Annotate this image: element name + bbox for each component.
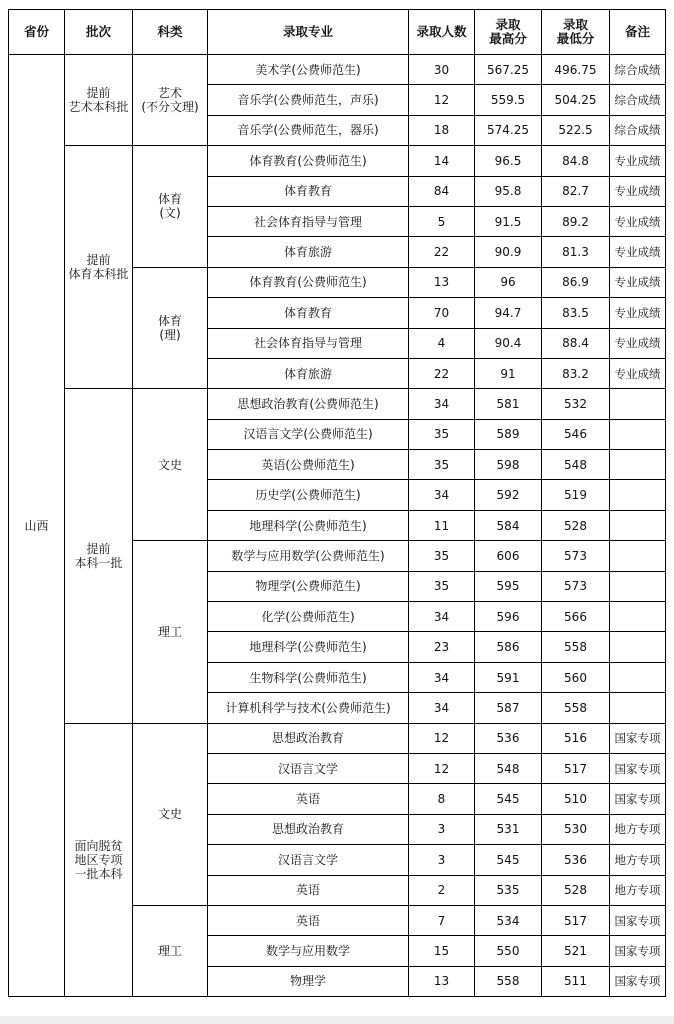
major-cell: 英语 [208, 875, 409, 905]
max-score-cell: 606 [475, 541, 542, 571]
max-score-cell: 559.5 [475, 85, 542, 115]
major-cell: 思想政治教育 [208, 814, 409, 844]
note-cell: 专业成绩 [610, 267, 666, 297]
category-cell: 文史 [133, 389, 208, 541]
header-min-score: 录取 最低分 [542, 10, 610, 55]
major-cell: 英语 [208, 905, 409, 935]
max-score-cell: 96.5 [475, 146, 542, 176]
note-cell [610, 693, 666, 723]
max-score-cell: 545 [475, 784, 542, 814]
note-cell [610, 571, 666, 601]
count-cell: 34 [409, 480, 475, 510]
header-major: 录取专业 [208, 10, 409, 55]
note-cell [610, 510, 666, 540]
count-cell: 5 [409, 206, 475, 236]
count-cell: 23 [409, 632, 475, 662]
min-score-cell: 521 [542, 936, 610, 966]
major-cell: 历史学(公费师范生) [208, 480, 409, 510]
min-score-cell: 511 [542, 966, 610, 996]
count-cell: 14 [409, 146, 475, 176]
major-cell: 化学(公费师范生) [208, 602, 409, 632]
header-row [9, 10, 666, 55]
max-score-cell: 531 [475, 814, 542, 844]
min-score-cell: 536 [542, 845, 610, 875]
count-cell: 35 [409, 541, 475, 571]
major-cell: 社会体育指导与管理 [208, 206, 409, 236]
major-cell: 计算机科学与技术(公费师范生) [208, 693, 409, 723]
header-count: 录取人数 [409, 10, 475, 55]
max-score-cell: 548 [475, 753, 542, 783]
min-score-cell: 496.75 [542, 55, 610, 85]
major-cell: 音乐学(公费师范生，器乐) [208, 115, 409, 145]
category-cell: 理工 [133, 905, 208, 996]
max-score-cell: 595 [475, 571, 542, 601]
note-cell: 专业成绩 [610, 206, 666, 236]
batch-cell: 面向脱贫 地区专项 一批本科 [65, 723, 133, 997]
header-note: 备注 [610, 10, 666, 55]
count-cell: 34 [409, 602, 475, 632]
note-cell [610, 632, 666, 662]
min-score-cell: 516 [542, 723, 610, 753]
major-cell: 汉语言文学(公费师范生) [208, 419, 409, 449]
note-cell: 专业成绩 [610, 358, 666, 388]
major-cell: 数学与应用数学(公费师范生) [208, 541, 409, 571]
note-cell: 综合成绩 [610, 85, 666, 115]
header-max-score: 录取 最高分 [475, 10, 542, 55]
count-cell: 35 [409, 450, 475, 480]
major-cell: 思想政治教育(公费师范生) [208, 389, 409, 419]
count-cell: 70 [409, 298, 475, 328]
major-cell: 数学与应用数学 [208, 936, 409, 966]
max-score-cell: 550 [475, 936, 542, 966]
major-cell: 体育教育 [208, 176, 409, 206]
max-score-cell: 558 [475, 966, 542, 996]
table-row [9, 55, 666, 85]
max-score-cell: 592 [475, 480, 542, 510]
count-cell: 7 [409, 905, 475, 935]
max-score-cell: 589 [475, 419, 542, 449]
max-score-cell: 536 [475, 723, 542, 753]
min-score-cell: 83.5 [542, 298, 610, 328]
note-cell: 国家专项 [610, 723, 666, 753]
note-cell: 专业成绩 [610, 146, 666, 176]
category-cell: 体育 (理) [133, 267, 208, 389]
note-cell [610, 662, 666, 692]
max-score-cell: 91 [475, 358, 542, 388]
max-score-cell: 598 [475, 450, 542, 480]
note-cell: 专业成绩 [610, 298, 666, 328]
min-score-cell: 546 [542, 419, 610, 449]
major-cell: 物理学(公费师范生) [208, 571, 409, 601]
note-cell: 综合成绩 [610, 115, 666, 145]
max-score-cell: 596 [475, 602, 542, 632]
count-cell: 15 [409, 936, 475, 966]
header-province: 省份 [9, 10, 65, 55]
min-score-cell: 566 [542, 602, 610, 632]
max-score-cell: 574.25 [475, 115, 542, 145]
max-score-cell: 534 [475, 905, 542, 935]
max-score-cell: 91.5 [475, 206, 542, 236]
min-score-cell: 528 [542, 510, 610, 540]
min-score-cell: 89.2 [542, 206, 610, 236]
count-cell: 13 [409, 966, 475, 996]
max-score-cell: 90.4 [475, 328, 542, 358]
min-score-cell: 519 [542, 480, 610, 510]
major-cell: 物理学 [208, 966, 409, 996]
major-cell: 美术学(公费师范生) [208, 55, 409, 85]
min-score-cell: 528 [542, 875, 610, 905]
min-score-cell: 84.8 [542, 146, 610, 176]
count-cell: 12 [409, 85, 475, 115]
note-cell: 专业成绩 [610, 328, 666, 358]
max-score-cell: 586 [475, 632, 542, 662]
note-cell: 国家专项 [610, 905, 666, 935]
count-cell: 12 [409, 723, 475, 753]
bottom-bar [0, 1016, 674, 1024]
count-cell: 3 [409, 814, 475, 844]
admission-table [8, 9, 666, 997]
category-cell: 艺术 (不分文理) [133, 55, 208, 146]
major-cell: 地理科学(公费师范生) [208, 510, 409, 540]
table-row [9, 146, 666, 176]
note-cell [610, 419, 666, 449]
note-cell [610, 602, 666, 632]
count-cell: 35 [409, 571, 475, 601]
count-cell: 35 [409, 419, 475, 449]
major-cell: 体育旅游 [208, 358, 409, 388]
batch-cell: 提前 体育本科批 [65, 146, 133, 389]
header-batch: 批次 [65, 10, 133, 55]
note-cell: 专业成绩 [610, 176, 666, 206]
major-cell: 生物科学(公费师范生) [208, 662, 409, 692]
min-score-cell: 558 [542, 632, 610, 662]
count-cell: 22 [409, 237, 475, 267]
header-category: 科类 [133, 10, 208, 55]
max-score-cell: 581 [475, 389, 542, 419]
max-score-cell: 96 [475, 267, 542, 297]
count-cell: 2 [409, 875, 475, 905]
note-cell: 地方专项 [610, 814, 666, 844]
min-score-cell: 558 [542, 693, 610, 723]
max-score-cell: 545 [475, 845, 542, 875]
province-cell: 山西 [9, 55, 65, 997]
min-score-cell: 88.4 [542, 328, 610, 358]
count-cell: 8 [409, 784, 475, 814]
note-cell: 国家专项 [610, 966, 666, 996]
table-row [9, 389, 666, 419]
note-cell: 专业成绩 [610, 237, 666, 267]
min-score-cell: 573 [542, 541, 610, 571]
note-cell [610, 480, 666, 510]
min-score-cell: 560 [542, 662, 610, 692]
max-score-cell: 94.7 [475, 298, 542, 328]
max-score-cell: 535 [475, 875, 542, 905]
batch-cell: 提前 本科一批 [65, 389, 133, 723]
major-cell: 汉语言文学 [208, 845, 409, 875]
max-score-cell: 90.9 [475, 237, 542, 267]
count-cell: 3 [409, 845, 475, 875]
count-cell: 12 [409, 753, 475, 783]
table-row [9, 723, 666, 753]
max-score-cell: 584 [475, 510, 542, 540]
major-cell: 体育教育(公费师范生) [208, 146, 409, 176]
count-cell: 84 [409, 176, 475, 206]
min-score-cell: 517 [542, 753, 610, 783]
note-cell: 地方专项 [610, 875, 666, 905]
note-cell: 国家专项 [610, 936, 666, 966]
major-cell: 体育教育(公费师范生) [208, 267, 409, 297]
major-cell: 音乐学(公费师范生，声乐) [208, 85, 409, 115]
major-cell: 思想政治教育 [208, 723, 409, 753]
note-cell: 国家专项 [610, 753, 666, 783]
major-cell: 汉语言文学 [208, 753, 409, 783]
min-score-cell: 548 [542, 450, 610, 480]
major-cell: 社会体育指导与管理 [208, 328, 409, 358]
count-cell: 34 [409, 389, 475, 419]
count-cell: 11 [409, 510, 475, 540]
max-score-cell: 567.25 [475, 55, 542, 85]
major-cell: 体育教育 [208, 298, 409, 328]
note-cell [610, 541, 666, 571]
min-score-cell: 532 [542, 389, 610, 419]
count-cell: 18 [409, 115, 475, 145]
table-body [9, 55, 666, 997]
min-score-cell: 82.7 [542, 176, 610, 206]
note-cell [610, 389, 666, 419]
major-cell: 地理科学(公费师范生) [208, 632, 409, 662]
major-cell: 英语 [208, 784, 409, 814]
min-score-cell: 573 [542, 571, 610, 601]
note-cell [610, 450, 666, 480]
batch-cell: 提前 艺术本科批 [65, 55, 133, 146]
count-cell: 13 [409, 267, 475, 297]
major-cell: 体育旅游 [208, 237, 409, 267]
min-score-cell: 530 [542, 814, 610, 844]
min-score-cell: 504.25 [542, 85, 610, 115]
count-cell: 34 [409, 693, 475, 723]
max-score-cell: 95.8 [475, 176, 542, 206]
min-score-cell: 517 [542, 905, 610, 935]
note-cell: 国家专项 [610, 784, 666, 814]
max-score-cell: 587 [475, 693, 542, 723]
count-cell: 22 [409, 358, 475, 388]
major-cell: 英语(公费师范生) [208, 450, 409, 480]
count-cell: 34 [409, 662, 475, 692]
category-cell: 体育 (文) [133, 146, 208, 268]
note-cell: 地方专项 [610, 845, 666, 875]
min-score-cell: 81.3 [542, 237, 610, 267]
max-score-cell: 591 [475, 662, 542, 692]
count-cell: 30 [409, 55, 475, 85]
min-score-cell: 510 [542, 784, 610, 814]
min-score-cell: 522.5 [542, 115, 610, 145]
min-score-cell: 83.2 [542, 358, 610, 388]
category-cell: 文史 [133, 723, 208, 905]
note-cell: 综合成绩 [610, 55, 666, 85]
count-cell: 4 [409, 328, 475, 358]
category-cell: 理工 [133, 541, 208, 723]
min-score-cell: 86.9 [542, 267, 610, 297]
